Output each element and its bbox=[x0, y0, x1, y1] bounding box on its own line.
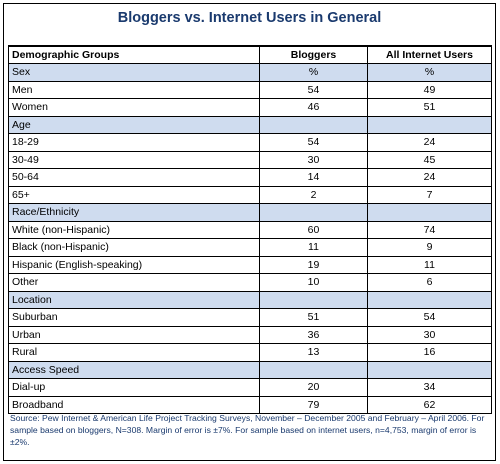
bloggers-value: 11 bbox=[260, 239, 368, 257]
internet-users-value: 49 bbox=[368, 81, 492, 99]
section-row bbox=[9, 291, 492, 309]
row-label: Rural bbox=[9, 344, 260, 362]
internet-users-value bbox=[368, 361, 492, 379]
bloggers-value: 46 bbox=[260, 99, 368, 117]
section-row bbox=[9, 116, 492, 134]
internet-users-value: 34 bbox=[368, 379, 492, 397]
row-label: White (non-Hispanic) bbox=[9, 221, 260, 239]
table-row bbox=[9, 274, 492, 292]
row-label: Broadband bbox=[9, 396, 260, 414]
internet-users-value: % bbox=[368, 64, 492, 82]
bloggers-value bbox=[260, 361, 368, 379]
internet-users-value: 6 bbox=[368, 274, 492, 292]
bloggers-value: 14 bbox=[260, 169, 368, 187]
row-label: Access Speed bbox=[9, 361, 260, 379]
bloggers-value: 20 bbox=[260, 379, 368, 397]
section-row bbox=[9, 361, 492, 379]
bloggers-value: 2 bbox=[260, 186, 368, 204]
row-label: Men bbox=[9, 81, 260, 99]
internet-users-value: 9 bbox=[368, 239, 492, 257]
internet-users-value: 62 bbox=[368, 396, 492, 414]
row-label: 30-49 bbox=[9, 151, 260, 169]
table-row bbox=[9, 186, 492, 204]
row-label: Women bbox=[9, 99, 260, 117]
header-all-internet-users: All Internet Users bbox=[368, 46, 492, 64]
internet-users-value: 74 bbox=[368, 221, 492, 239]
bloggers-value: 13 bbox=[260, 344, 368, 362]
internet-users-value: 54 bbox=[368, 309, 492, 327]
header-bloggers: Bloggers bbox=[260, 46, 368, 64]
row-label: 50-64 bbox=[9, 169, 260, 187]
table-row bbox=[9, 169, 492, 187]
row-label: Urban bbox=[9, 326, 260, 344]
table-frame bbox=[3, 3, 496, 461]
bloggers-value: % bbox=[260, 64, 368, 82]
table-row bbox=[9, 134, 492, 152]
row-label: Location bbox=[9, 291, 260, 309]
internet-users-value: 24 bbox=[368, 134, 492, 152]
header-row bbox=[9, 46, 492, 64]
section-row bbox=[9, 204, 492, 222]
internet-users-value: 51 bbox=[368, 99, 492, 117]
row-label: 65+ bbox=[9, 186, 260, 204]
internet-users-value: 7 bbox=[368, 186, 492, 204]
table-row bbox=[9, 309, 492, 327]
table-title: Bloggers vs. Internet Users in General bbox=[117, 10, 382, 26]
section-row bbox=[9, 64, 492, 82]
internet-users-value: 24 bbox=[368, 169, 492, 187]
bloggers-value: 60 bbox=[260, 221, 368, 239]
bloggers-value: 10 bbox=[260, 274, 368, 292]
bloggers-value bbox=[260, 204, 368, 222]
internet-users-value bbox=[368, 291, 492, 309]
internet-users-value: 16 bbox=[368, 344, 492, 362]
bloggers-value: 19 bbox=[260, 256, 368, 274]
table-row bbox=[9, 396, 492, 414]
table-row bbox=[9, 239, 492, 257]
table-row bbox=[9, 344, 492, 362]
row-label: Black (non-Hispanic) bbox=[9, 239, 260, 257]
bloggers-value: 79 bbox=[260, 396, 368, 414]
table-row bbox=[9, 81, 492, 99]
bloggers-value: 51 bbox=[260, 309, 368, 327]
table-row bbox=[9, 326, 492, 344]
table-row bbox=[9, 221, 492, 239]
bloggers-value: 36 bbox=[260, 326, 368, 344]
row-label: Hispanic (English-speaking) bbox=[9, 256, 260, 274]
internet-users-value: 45 bbox=[368, 151, 492, 169]
internet-users-value bbox=[368, 116, 492, 134]
row-label: Age bbox=[9, 116, 260, 134]
internet-users-value: 11 bbox=[368, 256, 492, 274]
source-note: Source: Pew Internet & American Life Project Tracking Surveys, November – December 2005 and February – April 2006. For sample based on bloggers, N=308. Margin of error is ±7%. For sample based on internet users, n=4,753, margin of error is ±2%. bbox=[10, 413, 485, 447]
bloggers-value: 54 bbox=[260, 134, 368, 152]
internet-users-value bbox=[368, 204, 492, 222]
bloggers-value bbox=[260, 116, 368, 134]
row-label: 18-29 bbox=[9, 134, 260, 152]
row-label: Dial-up bbox=[9, 379, 260, 397]
row-label: Suburban bbox=[9, 309, 260, 327]
table-row bbox=[9, 151, 492, 169]
data-table bbox=[8, 45, 492, 414]
header-demographic-groups: Demographic Groups bbox=[9, 46, 260, 64]
table-row bbox=[9, 99, 492, 117]
table-row bbox=[9, 256, 492, 274]
row-label: Other bbox=[9, 274, 260, 292]
row-label: Sex bbox=[9, 64, 260, 82]
bloggers-value bbox=[260, 291, 368, 309]
internet-users-value: 30 bbox=[368, 326, 492, 344]
bloggers-value: 30 bbox=[260, 151, 368, 169]
row-label: Race/Ethnicity bbox=[9, 204, 260, 222]
bloggers-value: 54 bbox=[260, 81, 368, 99]
table-row bbox=[9, 379, 492, 397]
